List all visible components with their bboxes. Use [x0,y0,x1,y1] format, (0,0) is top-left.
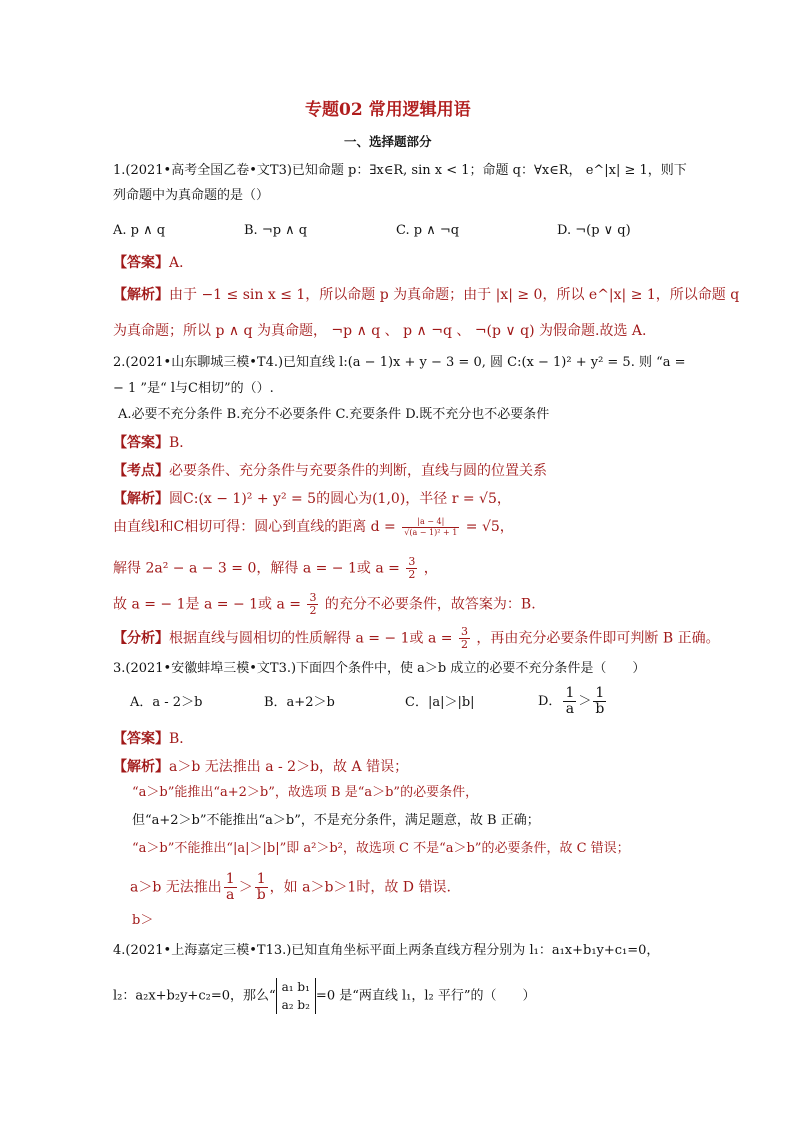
fraction-one-over-b [593,686,606,717]
q3-analysis-line5: a＞b 无法推出 $\frac{1}{a}$ ＞ $\frac{1}{b}$ ，如 a＞b＞1时，故 D 错误. [130,871,451,903]
answer-text: A． [169,255,194,271]
q1-stem-line2: 列命题中为真命题的是（） [113,188,270,203]
analysis-text: 由直线l和C相切可得：圆心到直线的距离 d = [113,519,396,535]
q2-stem-line2: − 1 ”是“ l与C相切”的（）. [113,381,274,396]
fraction-3-2 [406,556,417,581]
q3-stem: 3.(2021•安徽蚌埠三模•文T3.)下面四个条件中，使 a＞b 成立的必要不充分条件是（ ） [113,661,646,676]
analysis-text: ，如 a＞b＞1时，故 D 错误. [269,879,451,896]
q3-analysis-line1 [113,756,408,778]
point-text: 必要条件、充分条件与充要条件的判断，直线与圆的位置关系 [169,463,547,479]
q3-analysis-line4: “a＞b”不能推出“|a|＞|b|”即 a²＞b²，故选项 C 不是“a＞b”的必要条件，故 C 错误； [132,841,630,856]
fraction-denominator: a [565,701,575,717]
page-title: 专题02 常用逻辑用语 [305,100,471,120]
analysis-label: 【解析】 [113,491,169,507]
q1-stem-line1: 1.(2021•高考全国乙卷•文T3)已知命题 p：∃x∈R, sin x < 1；命题 q：∀x∈R， e^|x| ≥ 1，则下 [113,163,687,178]
fraction-denominator: b [256,887,266,903]
q3-option-b: B．a+2＞b [264,695,335,710]
option-label: D． [538,694,562,709]
analysis-text: 圆C:(x − 1)² + y² = 5的圆心为(1,0)，半径 r = √5， [169,491,511,507]
analysis-text: 的充分不必要条件，故答案为：B. [324,596,536,613]
comment-text: ，再由充分必要条件即可判断 B 正确。 [476,630,720,647]
q2-comment [113,626,720,651]
fraction-denominator: b [595,701,605,717]
fraction-one-over-b [255,872,268,903]
fraction-numerator: |a − 4| [402,517,459,528]
q3-analysis-line3: 但“a+2＞b”不能推出“a＞b”，不是充分条件，满足题意，故 B 正确； [132,813,540,828]
q2-stem-line1: 2.(2021•山东聊城三模•T4.)已知直线 l:(a − 1)x + y − 3 = 0, 圆 C:(x − 1)² + y² = 5. 则 “a = [113,355,686,370]
fraction-one-over-a [563,686,576,717]
q1-option-d: D. ¬(p ∨ q) [557,223,631,238]
answer-text: B． [169,435,194,451]
fraction-denominator: 2 [309,604,317,617]
q2-options: A.必要不充分条件 B.充分不必要条件 C.充要条件 D.既不充分也不必要条件 [118,407,550,422]
q2-analysis-line1 [113,488,511,510]
q2-analysis-line4 [113,592,536,617]
determinant-row: a₂ b₂ [281,998,310,1012]
answer-label: 【答案】 [113,255,169,271]
fraction-denominator: 2 [408,568,416,581]
q1-option-a: A. p ∧ q [113,223,166,238]
comment-text: 根据直线与圆相切的性质解得 a = − 1或 a = [169,630,453,647]
determinant-row: a₁ b₁ [281,980,310,994]
analysis-text: 由于 −1 ≤ sin x ≤ 1，所以命题 p 为真命题；由于 |x| ≥ 0，所以 e^|x| ≥ 1，所以命题 q [169,287,740,303]
q1-option-b: B. ¬p ∧ q [244,223,308,238]
analysis-text: a＞b 无法推出 [130,879,222,896]
q4-stem-line1: 4.(2021•上海嘉定三模•T13.)已知直角坐标平面上两条直线方程分别为 l₁：a₁x+b₁y+c₁=0， [113,943,660,958]
q3-answer [113,728,193,750]
fraction-numerator: 1 [255,872,268,888]
point-label: 【考点】 [113,463,169,479]
fraction-one-over-a [224,872,237,903]
analysis-text: a＞b 无法推出 a - 2＞b，故 A 错误； [169,759,409,775]
q1-answer [113,252,193,274]
q3-stray-text: b＞ [132,913,154,928]
analysis-text: ， [423,560,438,577]
answer-text: B． [169,731,194,747]
q4-text: =0 是“两直线 l₁，l₂ 平行”的（ ） [315,988,536,1004]
determinant [276,978,316,1014]
q2-answer [113,432,193,454]
analysis-label: 【解析】 [113,759,169,775]
q4-stem-line2 [113,978,536,1014]
q1-analysis-line2: 为真命题；所以 p ∧ q 为真命题， ¬p ∧ q 、 p ∧ ¬q 、 ¬(p ∨ q) 为假命题.故选 A. [113,323,647,339]
fraction-denominator: a [226,887,235,903]
q4-text: l₂：a₂x+b₂y+c₂=0，那么“ [113,988,276,1004]
analysis-text: 故 a = − 1是 a = − 1或 a = [113,596,302,613]
q2-point [113,460,547,482]
analysis-label: 【解析】 [113,287,169,303]
fraction-numerator: 1 [593,686,606,702]
q3-analysis-line2: “a＞b”能推出“a+2＞b”，故选项 B 是“a＞b”的必要条件， [132,785,479,800]
q3-option-a: A．a - 2＞b [130,695,203,710]
q2-analysis-line2 [113,516,514,538]
distance-fraction [402,517,459,538]
fraction-numerator: 3 [408,555,416,568]
fraction-denominator: 2 [460,638,468,651]
analysis-text: 解得 2a² − a − 3 = 0，解得 a = − 1或 a = [113,560,400,577]
fraction-denominator: √(a − 1)² + 1 [404,527,458,537]
fraction-numerator: 3 [309,591,317,604]
fraction-numerator: 1 [225,871,235,887]
fraction-numerator: 1 [565,685,575,701]
q2-analysis-line3 [113,556,438,581]
fraction-numerator: 3 [460,625,468,638]
q1-analysis-line1 [113,284,739,306]
fraction-3-2 [459,626,470,651]
section-heading: 一、选择题部分 [344,134,432,149]
q1-option-c: C. p ∧ ¬q [396,223,460,238]
analysis-text: = √5， [465,519,514,535]
q3-option-c: C．|a|＞|b| [405,695,475,710]
fraction-3-2 [307,592,318,617]
answer-label: 【答案】 [113,435,169,451]
comment-label: 【分析】 [113,630,169,647]
answer-label: 【答案】 [113,731,169,747]
q3-option-d: D． $\frac{1}{a}$ ＞ $\frac{1}{b}$ [538,685,605,717]
